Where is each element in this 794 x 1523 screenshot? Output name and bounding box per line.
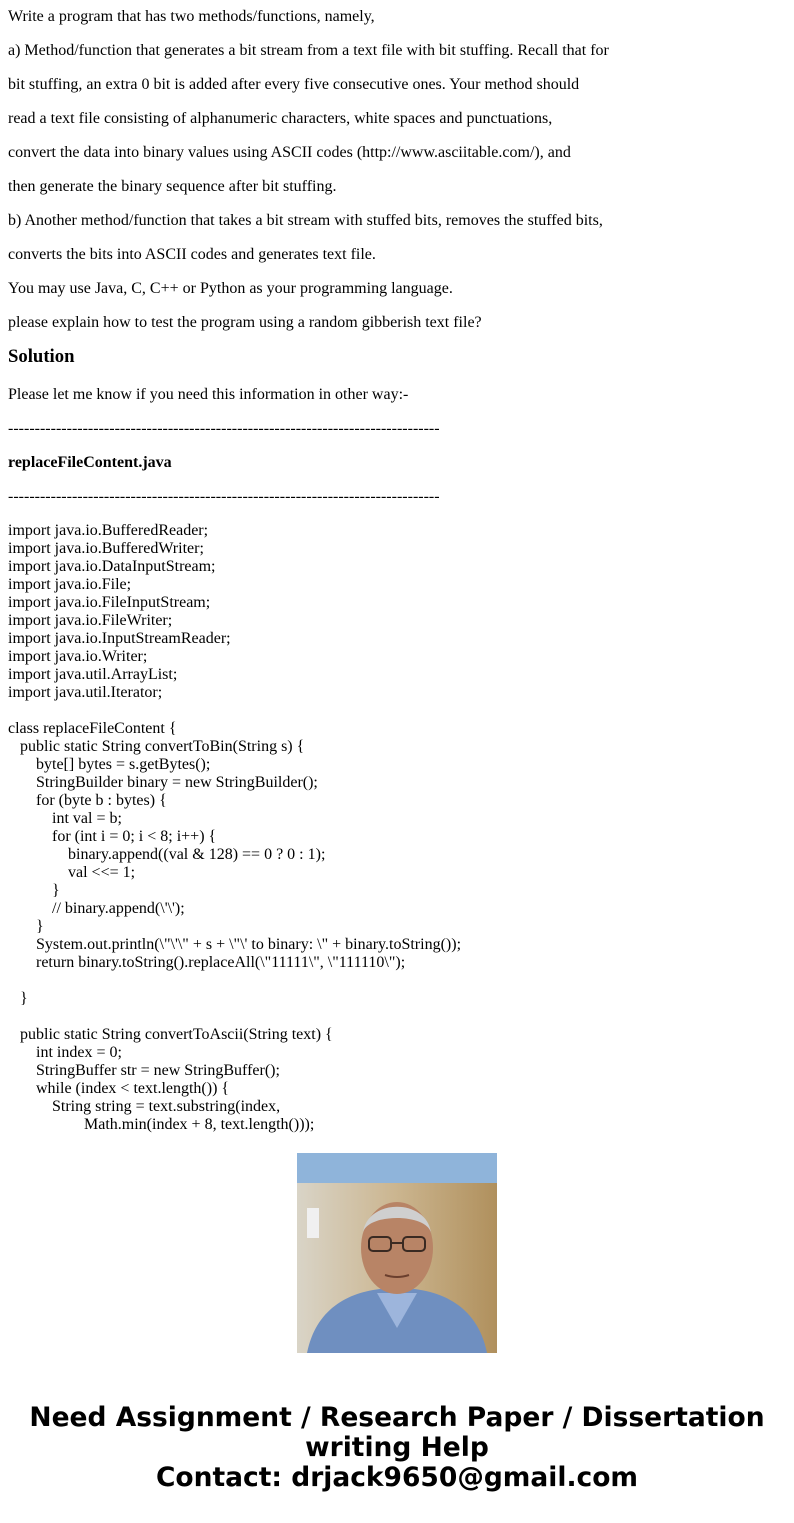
code-line: for (int i = 0; i < 8; i++) { <box>8 828 217 845</box>
code-line: } <box>8 990 28 1007</box>
question-line: Write a program that has two methods/functions, namely, <box>8 8 375 25</box>
code-line: import java.util.ArrayList; <box>8 666 178 683</box>
code-line: public static String convertToBin(String s) { <box>8 738 305 755</box>
question-line: b) Another method/function that takes a bit stream with stuffed bits, removes the stuffed bits, <box>8 212 603 229</box>
code-line: import java.io.BufferedWriter; <box>8 540 204 557</box>
question-line: please explain how to test the program using a random gibberish text file? <box>8 314 482 331</box>
code-line: for (byte b : bytes) { <box>8 792 167 809</box>
code-line: int val = b; <box>8 810 122 827</box>
code-listing <box>8 514 786 1134</box>
code-line: System.out.println(\"\'\" + s + \"\' to binary: \" + binary.toString()); <box>8 936 462 953</box>
question-line: read a text file consisting of alphanumeric characters, white spaces and punctuations, <box>8 110 553 127</box>
code-line: Math.min(index + 8, text.length())); <box>8 1116 315 1133</box>
solution-intro: Please let me know if you need this information in other way:- <box>8 386 409 403</box>
promo-banner <box>0 1403 794 1493</box>
separator-bottom: --------------------------------------------------------------------------------- <box>8 488 440 505</box>
code-line: } <box>8 918 44 935</box>
separator-top: --------------------------------------------------------------------------------- <box>8 420 440 437</box>
code-line: import java.io.FileInputStream; <box>8 594 211 611</box>
code-line: String string = text.substring(index, <box>8 1098 281 1115</box>
code-line: byte[] bytes = s.getBytes(); <box>8 756 211 773</box>
code-line: class replaceFileContent { <box>8 720 177 737</box>
code-line: binary.append((val & 128) == 0 ? 0 : 1); <box>8 846 326 863</box>
question-line: then generate the binary sequence after bit stuffing. <box>8 178 337 195</box>
code-line: int index = 0; <box>8 1044 122 1061</box>
code-filename: replaceFileContent.java <box>8 454 172 471</box>
code-line: import java.util.Iterator; <box>8 684 163 701</box>
code-line: import java.io.File; <box>8 576 132 593</box>
question-line: a) Method/function that generates a bit stream from a text file with bit stuffing. Recall that for <box>8 42 609 59</box>
code-line: val <<= 1; <box>8 864 136 881</box>
promo-contact: Contact: drjack9650@gmail.com <box>155 1462 639 1493</box>
question-line: convert the data into binary values using ASCII codes (http://www.asciitable.com/), and <box>8 144 571 161</box>
solution-heading: Solution <box>8 346 75 367</box>
code-line <box>8 702 786 720</box>
author-avatar <box>297 1153 497 1353</box>
code-line: import java.io.FileWriter; <box>8 612 173 629</box>
code-line: StringBuffer str = new StringBuffer(); <box>8 1062 280 1079</box>
code-line: public static String convertToAscii(String text) { <box>8 1026 333 1043</box>
code-line <box>8 972 786 990</box>
code-line: // binary.append(\'\'); <box>8 900 185 917</box>
code-line: } <box>8 882 60 899</box>
code-line: StringBuilder binary = new StringBuilder(); <box>8 774 318 791</box>
code-line <box>8 1008 786 1026</box>
document-content <box>8 0 786 1133</box>
question-line: bit stuffing, an extra 0 bit is added after every five consecutive ones. Your method should <box>8 76 580 93</box>
code-line: import java.io.InputStreamReader; <box>8 630 231 647</box>
code-line: while (index < text.length()) { <box>8 1080 230 1097</box>
code-line: import java.io.BufferedReader; <box>8 522 209 539</box>
question-line: You may use Java, C, C++ or Python as your programming language. <box>8 280 453 297</box>
promo-line-2: writing Help <box>305 1432 489 1463</box>
question-text <box>8 0 786 340</box>
code-line: import java.io.DataInputStream; <box>8 558 216 575</box>
promo-line-1: Need Assignment / Research Paper / Dissertation <box>29 1402 765 1433</box>
question-line: converts the bits into ASCII codes and generates text file. <box>8 246 376 263</box>
code-line: import java.io.Writer; <box>8 648 148 665</box>
code-line: return binary.toString().replaceAll(\"11111\", \"111110\"); <box>8 954 406 971</box>
